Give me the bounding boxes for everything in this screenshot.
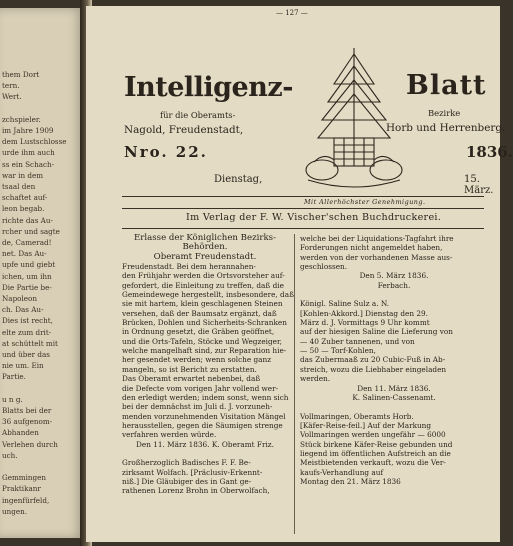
column-right-line: das Zubermaaß zu 20 Cubic-Fuß in Ab-: [300, 355, 446, 365]
left-fragment-line: war in dem: [2, 170, 44, 180]
column-left-line: gefordert, die Einleitung zu treffen, daß die: [122, 280, 284, 290]
issue-year: 1836.: [466, 143, 513, 161]
column-left-line: sie mit hartem, klein geschlagenen Steinen: [122, 299, 283, 309]
left-fragment-line: at schüttelt mit: [2, 338, 58, 348]
column-right: [300, 234, 488, 486]
column-right-line: März d. J. Vormittags 9 Uhr kommt: [300, 318, 430, 328]
column-right-line: K. Salinen-Cassenamt.: [352, 392, 436, 402]
column-left-line: den erledigt werden; indem sonst, wenn sich: [122, 392, 289, 402]
left-fragment-line: und über das: [2, 350, 50, 359]
column-left-line: versehen, daß der Baumsatz ergänzt, daß: [122, 308, 277, 318]
column-right-line: Ferbach.: [377, 280, 411, 290]
left-fragment-line: dem Lustschlosse: [2, 137, 67, 147]
column-right-line: werden von der vorhandenen Masse aus-: [300, 252, 453, 262]
left-fragment-line: zchspieler.: [2, 114, 41, 124]
column-right-line: Stück birkene Käfer-Reise gebunden und: [300, 439, 453, 449]
left-fragment-line: de, Camerad!: [2, 238, 52, 247]
column-left-line: [122, 449, 288, 458]
left-fragment-line: Blatts bei der: [2, 406, 52, 415]
column-left-line: zirksamt Wolfach. [Präclusiv-Erkennt-: [122, 467, 263, 477]
column-left-line: Erlasse der Königlichen Bezirks-: [134, 233, 276, 243]
left-fragment-line: ingenfürfeld,: [2, 495, 50, 505]
left-fragment-line: 36 aufgenom-: [2, 417, 53, 427]
page-number: — 127 —: [276, 9, 308, 17]
issue-date: 15. März.: [464, 174, 494, 196]
column-left-line: rathenen Lorenz Brohn in Oberwolfach,: [122, 486, 270, 496]
column-right-line: Den 11. März 1836.: [357, 383, 431, 393]
left-fragment-line: uch.: [2, 450, 18, 460]
column-right-line: Montag den 21. März 1836: [300, 476, 401, 486]
left-fragment-line: Partie.: [2, 372, 26, 382]
column-left-line: Großherzoglich Badisches F. F. Be-: [122, 458, 251, 468]
left-fragment-line: u n g.: [2, 394, 23, 404]
masthead-title-left: Intelligenz-: [124, 72, 293, 103]
column-left-line: Brücken, Dohlen und Sicherheits-Schranken: [122, 318, 287, 328]
column-left-line: und die Orts-Tafeln, Stöcke und Wegzeiger,: [122, 336, 282, 346]
column-left-line: mangeln, so ist Bericht zu erstatten.: [122, 364, 257, 374]
left-fragment-line: richte das Au-: [2, 215, 53, 225]
left-fragment-line: Dies ist recht,: [2, 316, 53, 326]
column-left-line: menden vorzunehmenden Visitation Mängel: [122, 411, 286, 421]
left-fragment-line: urde ihm auch: [2, 148, 55, 158]
column-right-line: [300, 290, 488, 299]
left-fragment-line: net. Das Au-: [2, 249, 47, 259]
rule-bottom: [122, 228, 484, 229]
column-right-line: Den 5. März 1836.: [359, 271, 429, 281]
column-left-line: Gemeindewege hergestellt, insbesondere, daß: [122, 290, 294, 300]
column-divider: [294, 234, 295, 534]
column-left-line: verfahren werden würde.: [122, 430, 217, 440]
column-right-line: [Käfer-Reise-feil.] Auf der Markung: [300, 420, 432, 430]
rule-mid: [122, 208, 484, 209]
left-fragment-line: upfe und giebt: [2, 260, 56, 270]
left-fragment-line: schaftet auf-: [2, 193, 48, 203]
column-left-line: in Ordnung gesetzt, die Gräben geöffnet,: [122, 327, 275, 337]
masthead-bezirke: Bezirke: [428, 108, 461, 118]
left-fragment-line: Die Partie be-: [2, 282, 52, 292]
left-fragment-line: Praktikanr: [2, 484, 41, 494]
left-fragment-line: Gemmingen: [2, 473, 47, 483]
left-fragment-line: Verlehen durch: [2, 439, 58, 449]
column-right-line: kaufs-Verhandlung auf: [300, 467, 384, 477]
column-right-line: Königl. Saline Sulz a. N.: [300, 299, 390, 309]
left-fragment-line: ungen.: [2, 506, 28, 516]
masthead-title-right: Blatt: [406, 70, 487, 101]
left-fragment-line: tern.: [2, 81, 20, 91]
left-page-fragment: [0, 8, 84, 538]
column-left-line: den Frühjahr werden die Ortsvorsteher auf-: [122, 271, 285, 281]
column-left-line: Behörden.: [182, 242, 228, 253]
column-right-line: [300, 402, 488, 411]
issue-number: Nro. 22.: [124, 143, 208, 161]
column-right-line: Meistbietenden verkauft, wozu die Ver-: [300, 458, 446, 468]
rule-top: [122, 196, 484, 197]
column-left-line: her gesendet werden; wenn solche ganz: [122, 355, 272, 365]
left-fragment-line: them Dort: [2, 70, 40, 79]
masthead-places-right: Horb und Herrenberg.: [386, 122, 506, 134]
left-fragment-line: ss ein Schach-: [2, 159, 55, 169]
column-right-line: — 40 Zuber tannenen, und von: [300, 336, 415, 346]
column-right-line: Forderungen nicht angemeldet haben,: [300, 243, 443, 253]
left-fragment-line: nie um. Ein: [2, 361, 44, 371]
column-right-line: liegend im öffentlichen Aufstreich an die: [300, 448, 451, 458]
left-fragment-line: ch. Das Au-: [2, 305, 44, 315]
left-fragment-line: im Jahre 1909: [2, 126, 54, 135]
column-right-line: Vollmaringen, Oberamts Horb.: [300, 411, 414, 421]
column-left-line: welche mangelhaft sind, zur Reparation hie-: [122, 346, 287, 356]
left-fragment-line: tsaal den: [2, 182, 36, 191]
left-fragment-line: leon begab.: [2, 204, 45, 214]
masthead-places-left: Nagold, Freudenstadt,: [124, 124, 244, 136]
column-left-line: herausstellen, gegen die Säumigen strenge: [122, 420, 283, 430]
publisher-line: Im Verlag der F. W. Vischer'schen Buchdruckerei.: [186, 212, 442, 223]
left-fragment-line: Abhanden: [2, 428, 39, 438]
column-right-line: streich, wozu die Liebhaber eingeladen: [300, 364, 447, 374]
column-right-line: — 50 — Torf-Kohlen,: [300, 346, 376, 356]
column-left-line: niß.] Die Gläubiger des in Gant ge-: [122, 476, 252, 486]
masthead-emblem: [304, 44, 404, 194]
left-fragment-line: ichen, um ihn: [2, 271, 52, 281]
column-left-line: Den 11. März 1836. K. Oberamt Friz.: [136, 439, 274, 449]
right-page: [86, 6, 513, 542]
approval-line: Mit Allerhöchster Genehmigung.: [304, 198, 426, 206]
left-fragment-line: rcher und sagte: [2, 226, 60, 236]
left-fragment-line: Napoleon: [2, 294, 38, 303]
column-right-line: werden.: [300, 374, 331, 384]
column-left-line: bei der demnächst im Juli d. J. vorzuneh-: [122, 402, 273, 412]
column-right-line: welche bei der Liquidations-Tagfahrt ihre: [300, 234, 454, 243]
column-left-line: Oberamt Freudenstadt.: [153, 251, 257, 262]
left-fragment-line: Wert.: [2, 92, 22, 102]
column-left-line: die Defecte vom vorigen Jahr vollend wer-: [122, 383, 279, 393]
column-right-line: auf der hiesigen Saline die Lieferung von: [300, 327, 453, 337]
column-right-line: Vollmaringen werden ungefähr — 6000: [300, 430, 446, 440]
issue-weekday: Dienstag,: [214, 174, 263, 185]
column-right-line: [Kohlen-Akkord.] Dienstag den 29.: [300, 308, 428, 318]
column-left-line: Das Oberamt erwartet nebenbei, daß: [122, 374, 261, 384]
masthead-fuer-die: für die Oberamts-: [160, 110, 236, 120]
column-left-line: Freudenstadt. Bei dem herannahen-: [122, 262, 256, 272]
column-left: [122, 233, 294, 496]
column-right-line: geschlossen.: [300, 262, 348, 272]
left-fragment-line: elte zum drit-: [2, 327, 52, 337]
